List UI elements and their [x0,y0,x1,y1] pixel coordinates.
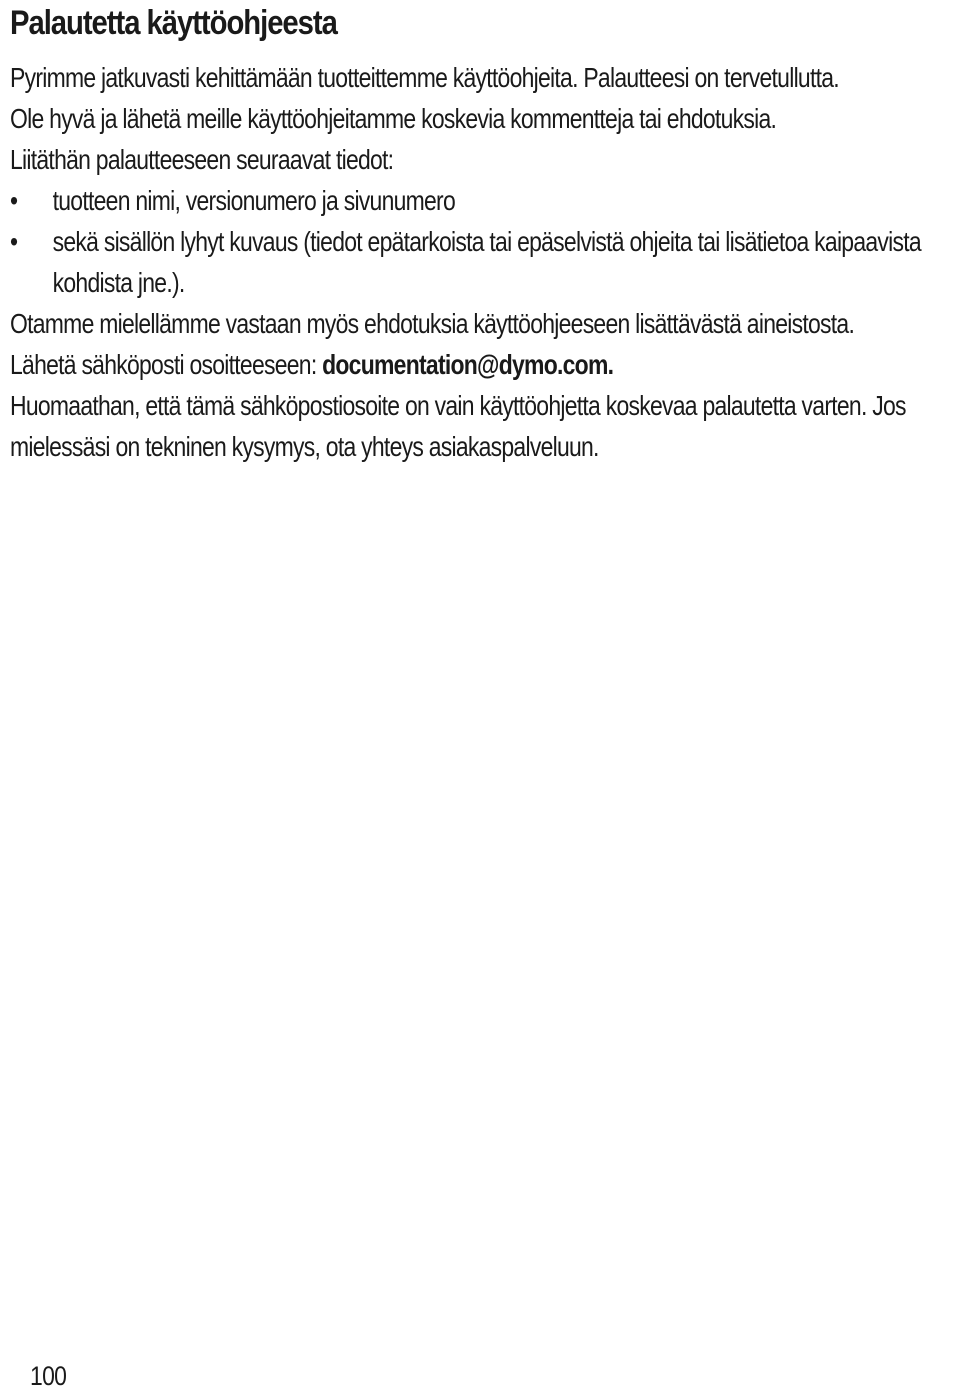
bullet-icon: • [10,226,18,257]
intro-paragraph: Pyrimme jatkuvasti kehittämään tuotteittemme käyttöohjeita. Palautteesi on tervetullutta. [10,62,839,93]
list-item [10,180,953,221]
document-page [10,0,955,467]
bullet-icon: • [10,185,18,216]
suggestions-paragraph: Otamme mielellämme vastaan myös ehdotuksia käyttöohjeeseen lisättävästä aineistosta. [10,308,855,339]
request-paragraph: Ole hyvä ja lähetä meille käyttöohjeitamme koskevia kommentteja tai ehdotuksia. [10,103,777,134]
email-address[interactable]: documentation@dymo.com. [322,349,614,380]
info-list [10,180,953,303]
list-item-text: tuotteen nimi, versionumero ja sivunumero [52,185,456,216]
list-item [10,221,953,303]
include-paragraph: Liitäthän palautteeseen seuraavat tiedot: [10,144,394,175]
body-text [10,57,953,467]
email-paragraph [10,344,953,385]
email-prefix: Lähetä sähköposti osoitteeseen: [10,349,317,380]
page-title: Palautetta käyttöohjeesta [10,4,337,42]
note-paragraph: Huomaathan, että tämä sähköpostiosoite on vain käyttöohjetta koskevaa palautetta varten. Jos mielessäsi on tekninen kysymys, ota yhteys asiakaspalveluun. [10,390,906,462]
list-item-text: sekä sisällön lyhyt kuvaus (tiedot epätarkoista tai epäselvistä ohjeita tai lisätietoa kaipaavista kohdista jne.). [52,226,921,298]
page-number: 100 [30,1361,67,1391]
